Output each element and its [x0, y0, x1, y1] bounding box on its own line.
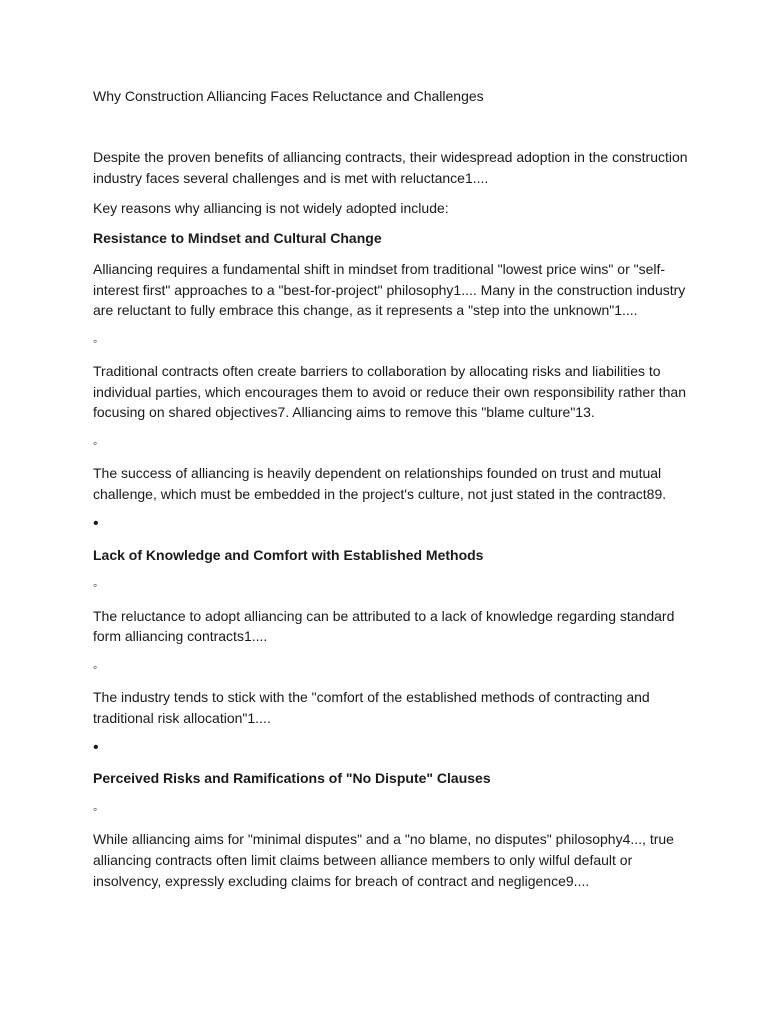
document-body: [93, 147, 693, 901]
bullet-marker: •: [93, 515, 99, 533]
sub-bullet-marker: ◦: [93, 659, 98, 674]
section-heading-mindset: Resistance to Mindset and Cultural Change: [93, 230, 382, 247]
sub-bullet-marker: ◦: [93, 435, 98, 450]
intro-paragraph: Despite the proven benefits of alliancing contracts, their widespread adoption in the construction industry faces several challenges and is met with reluctance1....: [93, 149, 688, 186]
sub-bullet-marker: ◦: [93, 578, 98, 593]
section-heading-knowledge: Lack of Knowledge and Comfort with Established Methods: [93, 546, 484, 563]
document-title: Why Construction Alliancing Faces Reluctance and Challenges: [93, 88, 484, 104]
sub-bullet-marker: ◦: [93, 333, 98, 348]
knowledge-paragraph: The reluctance to adopt alliancing can be attributed to a lack of knowledge regarding standard form alliancing contracts1....: [93, 607, 675, 645]
sub-bullet-marker: ◦: [93, 801, 98, 816]
no-dispute-paragraph: While alliancing aims for "minimal disputes" and a "no blame, no disputes" philosophy4..., true alliancing contracts often limit claims between alliance members to only wilful default or insolvency, expressly excluding claims for breach of contract and negligence9....: [93, 831, 674, 889]
mindset-paragraph: Alliancing requires a fundamental shift in mindset from traditional "lowest price wins" or "self-interest first" approaches to a "best-for-project" philosophy1.... Many in the construction industry are reluctant to fully embrace this change, as it represents a "step into the unknown"1....: [93, 260, 686, 319]
trust-paragraph: The success of alliancing is heavily dependent on relationships founded on trust and mutual challenge, which must be embedded in the project's culture, not just stated in the contract89.: [93, 465, 667, 502]
comfort-paragraph: The industry tends to stick with the "comfort of the established methods of contracting and traditional risk allocation"1....: [93, 689, 650, 726]
key-reasons-paragraph: Key reasons why alliancing is not widely adopted include:: [93, 200, 449, 217]
section-heading-no-dispute: Perceived Risks and Ramifications of "No Dispute" Clauses: [93, 770, 491, 787]
bullet-marker: •: [93, 739, 99, 757]
barriers-paragraph: Traditional contracts often create barriers to collaboration by allocating risks and liabilities to individual parties, which encourages them to avoid or reduce their own responsibility rather than focusing on shared objectives7. Alliancing aims to remove this "blame culture"13.: [93, 363, 686, 421]
